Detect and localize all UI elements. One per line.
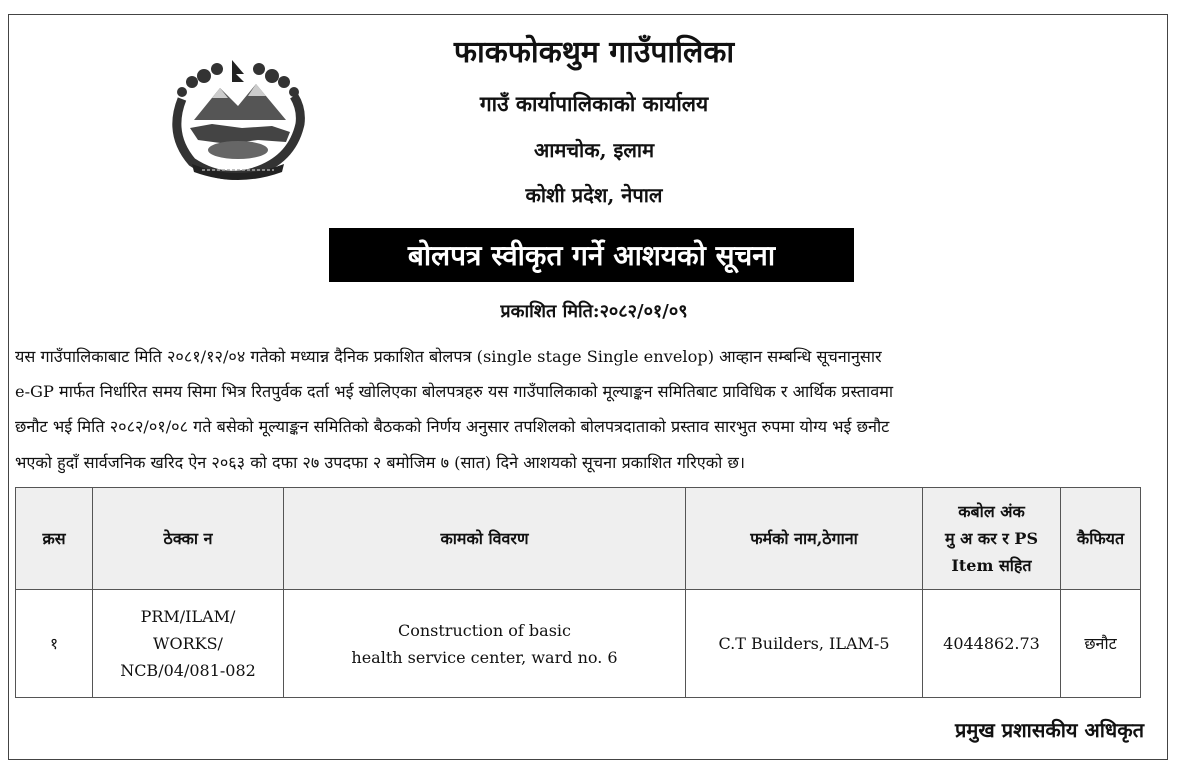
municipality-name: फाकफोकथुम गाउँपालिका (453, 35, 735, 70)
contract-no-line: WORKS/ (153, 634, 223, 653)
header-bid-amount-line: Item सहित (951, 556, 1032, 575)
contract-no-line: NCB/04/081-082 (120, 661, 256, 680)
header-bid-amount-line: कबोल अंक (958, 502, 1025, 521)
notice-body-line: e-GP मार्फत निर्धारित समय सिमा भित्र रितपुर्वक दर्ता भई खोलिएका बोलपत्रहरु यस गाउँपालिकाको मूल्याङ्कन समितिबाट प्राविधिक र आर्थिक प्रस्तावमा (15, 382, 894, 401)
header-bid-amount-line: मु अ कर र PS (944, 529, 1039, 548)
published-date: २०८२/०१/०९ (599, 301, 688, 322)
notice-body-line: यस गाउँपालिकाबाट मिति २०८१/१२/०४ गतेको मध्यान्न दैनिक प्रकाशित बोलपत्र (single stage Single envelop) आव्हान सम्बन्धि सूचनानुसार (15, 347, 882, 366)
cell-sn: १ (16, 590, 93, 698)
province-name: कोशी प्रदेश, नेपाल (525, 183, 663, 207)
header-description: कामको विवरण (284, 488, 686, 590)
office-address: आमचोक, इलाम (533, 138, 655, 162)
header-firm: फर्मको नाम,ठेगाना (686, 488, 923, 590)
description-line: Construction of basic (397, 620, 571, 640)
header-remarks: कैफियत (1061, 488, 1141, 590)
cell-remarks: छनौट (1061, 590, 1141, 698)
description-line: health service center, ward no. 6 (351, 647, 618, 667)
cell-description (284, 590, 686, 698)
table-row (16, 590, 1141, 698)
cell-contract-no (93, 590, 284, 698)
header-bid-amount (923, 488, 1061, 590)
cell-firm: C.T Builders, ILAM-5 (686, 590, 923, 698)
published-label: प्रकाशित मिति: (500, 301, 600, 322)
header-sn: क्रस (16, 488, 93, 590)
notice-body-line: छनौट भई मिति २०८२/०१/०८ गते बसेको मूल्याङ्कन समितिको बैठकको निर्णय अनुसार तपशिलको बोलपत्रदाताको प्रस्ताव सारभुत रुपमा योग्य भई छनौट (15, 417, 890, 436)
cell-bid-amount: 4044862.73 (923, 590, 1061, 698)
tender-table (15, 487, 1141, 698)
notice-body-line: भएको हुदाँ सार्वजनिक खरिद ऐन २०६३ को दफा २७ उपदफा २ बमोजिम ७ (सात) दिने आशयको सूचना प्रकाशित गरिएको छ। (15, 453, 745, 472)
header-contract-no: ठेक्का न (93, 488, 284, 590)
notice-title: बोलपत्र स्वीकृत गर्ने आशयको सूचना (329, 228, 854, 282)
table-header-row (16, 488, 1141, 590)
published-date-line (0, 299, 1188, 323)
signatory-title: प्रमुख प्रशासकीय अधिकृत (955, 718, 1144, 742)
contract-no-line: PRM/ILAM/ (140, 607, 236, 626)
nepal-government-emblem (162, 54, 314, 184)
office-name: गाउँ कार्यापालिकाको कार्यालय (479, 91, 709, 116)
